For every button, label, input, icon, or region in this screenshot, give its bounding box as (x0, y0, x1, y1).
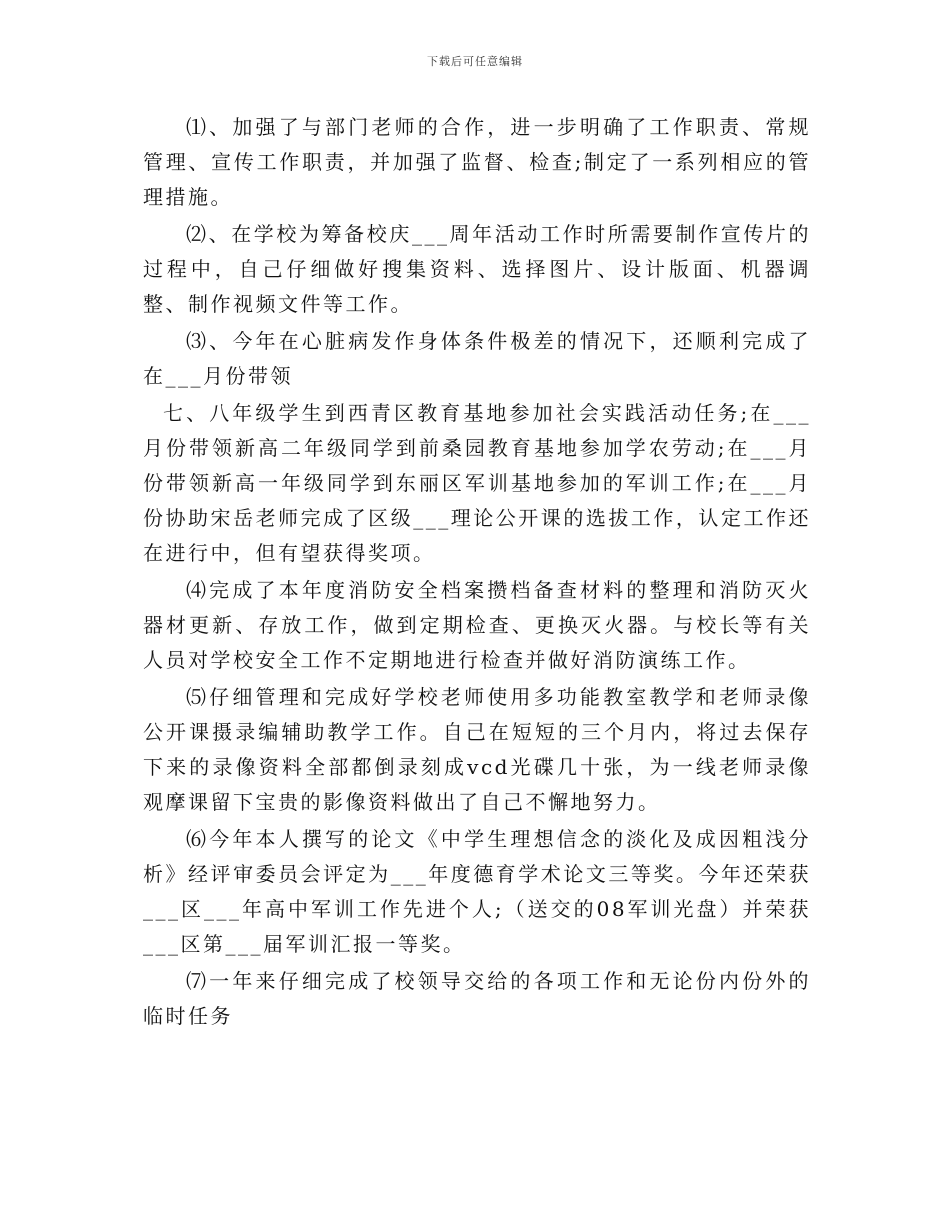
paragraph-3: ⑶、今年在心脏病发作身体条件极差的情况下，还顺利完成了在___月份带领 (143, 329, 811, 388)
document-body (143, 110, 811, 1036)
paragraph-4: 七、八年级学生到西青区教育基地参加社会实践活动任务;在___月份带领新高二年级同学到前桑园教育基地参加学农劳动;在___月份带领新高一年级同学到东丽区军训基地参加的军训工作;在___月份协助宋岳老师完成了区级___理论公开课的选拔工作，认定工作还在进行中，但有望获得奖项。 (143, 401, 811, 565)
paragraph-7: ⑹今年本人撰写的论文《中学生理想信念的淡化及成因粗浅分析》经评审委员会评定为___年度德育学术论文三等奖。今年还荣获___区___年高中军训工作先进个人;（送交的08军训光盘）并荣获___区第___届军训汇报一等奖。 (143, 827, 811, 956)
paragraph-8: ⑺一年来仔细完成了校领导交给的各项工作和无论份内份外的临时任务 (143, 969, 811, 1028)
paragraph-2: ⑵、在学校为筹备校庆___周年活动工作时所需要制作宣传片的过程中，自己仔细做好搜集资料、选择图片、设计版面、机器调整、制作视频文件等工作。 (143, 222, 811, 316)
paragraph-6: ⑸仔细管理和完成好学校老师使用多功能教室教学和老师录像公开课摄录编辅助教学工作。自己在短短的三个月内，将过去保存下来的录像资料全部都倒录刻成vcd光碟几十张，为一线老师录像观摩课留下宝贵的影像资料做出了自己不懈地努力。 (143, 685, 811, 814)
paragraph-1: ⑴、加强了与部门老师的合作，进一步明确了工作职责、常规管理、宣传工作职责，并加强了监督、检查;制定了一系列相应的管理措施。 (143, 115, 811, 209)
paragraph-5: ⑷完成了本年度消防安全档案攒档备查材料的整理和消防灭火器材更新、存放工作，做到定期检查、更换灭火器。与校长等有关人员对学校安全工作不定期地进行检查并做好消防演练工作。 (143, 578, 811, 672)
page-header: 下载后可任意编辑 (427, 55, 523, 68)
